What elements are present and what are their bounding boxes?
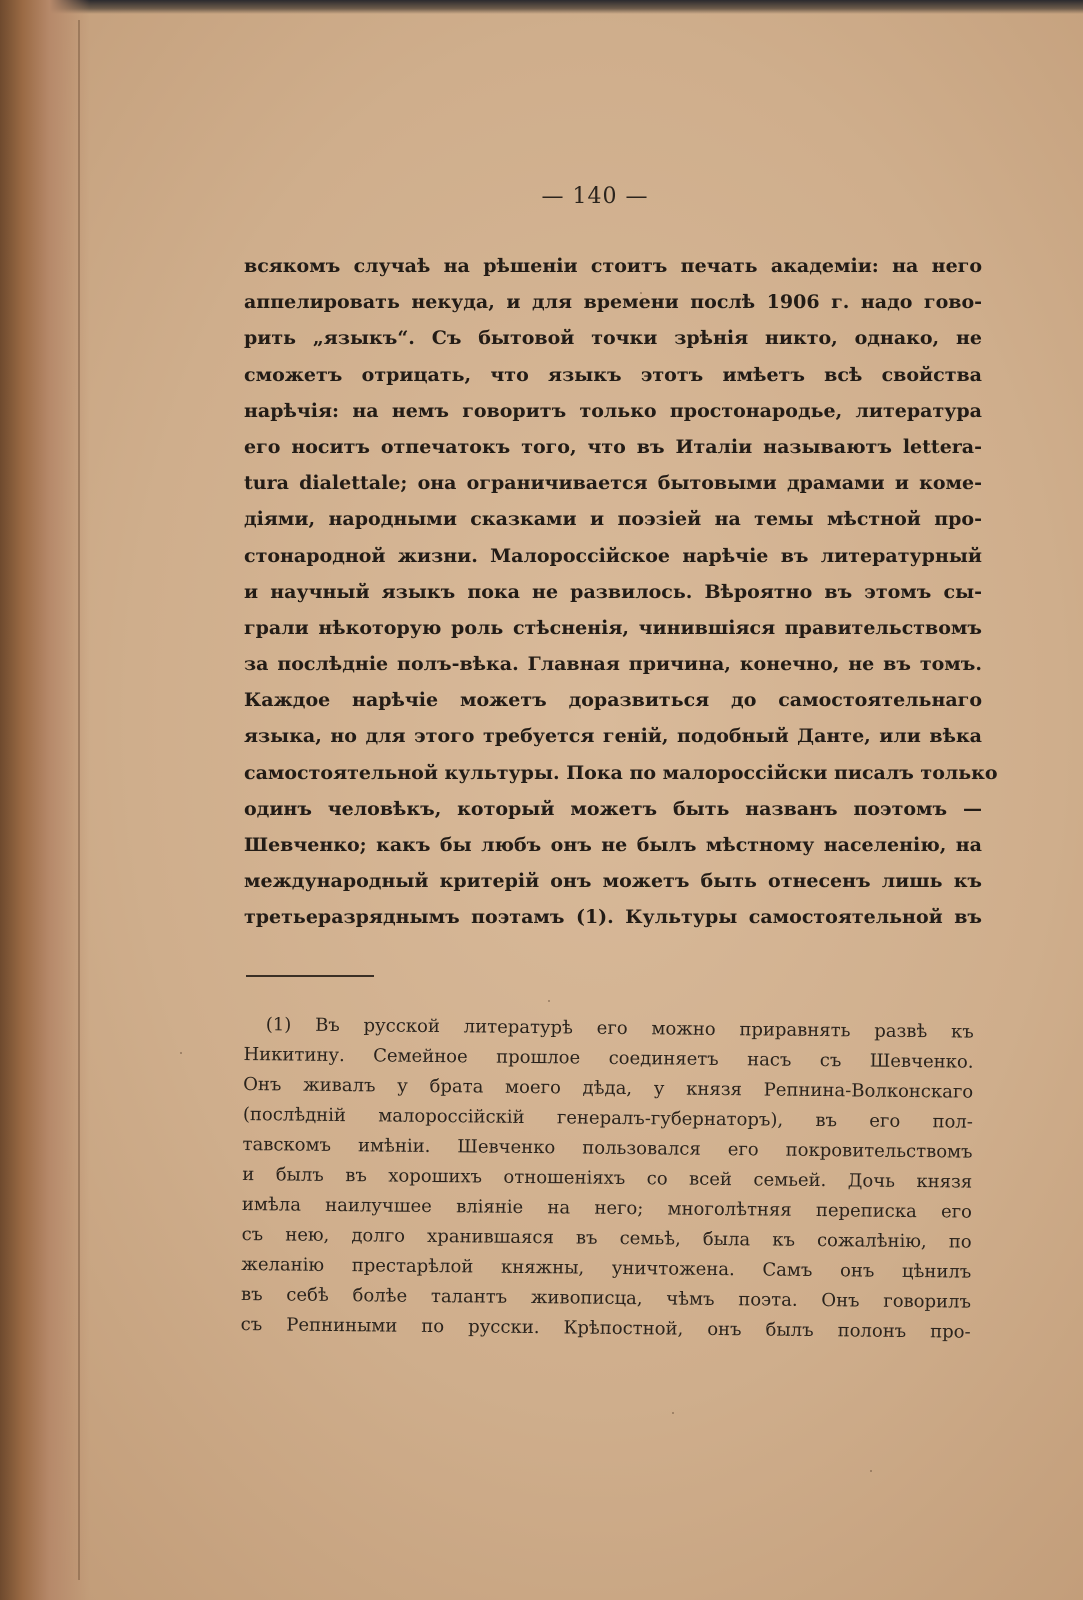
text-line: его носитъ отпечатокъ того, что въ Италіи называютъ lettera- [244,435,982,458]
footnote-line: тавскомъ имѣніи. Шевченко пользовался его покровительствомъ [242,1133,973,1163]
page-binding-edge [0,0,90,1600]
paper-speck [870,1470,872,1472]
text-line: стонародной жизни. Малороссійское нарѣчіе въ литературный [244,544,982,567]
text-line: самостоятельной культуры. Пока по малороссійски писалъ только [244,761,998,784]
text-line: международный критерій онъ можетъ быть отнесенъ лишь къ [244,870,982,893]
footnote-line: желанію престарѣлой княжны, уничтожена. Самъ онъ цѣнилъ [241,1253,972,1283]
text-line: всякомъ случаѣ на рѣшеніи стоитъ печать академіи: на него [244,255,982,277]
footnote-line: въ себѣ болѣе талантъ живописца, чѣмъ поэта. Онъ говорилъ [240,1283,972,1313]
text-line: аппелировать некуда, и для времени послѣ 1906 г. надо гово- [244,291,982,314]
footnote-line: имѣла наилучшее вліяніе на него; многолѣтняя переписка его [241,1193,973,1223]
text-line: за послѣдніе полъ-вѣка. Главная причина, конечно, не въ томъ. [244,653,982,676]
footnote-line: (1) Въ русской литературѣ его можно приравнять развѣ къ [265,1014,974,1043]
footnote-line: съ нею, долго хранившаяся въ семьѣ, была къ сожалѣнію, по [241,1223,972,1253]
text-line: языка, но для этого требуется геній, подобный Данте, или вѣка [244,725,982,748]
footnote-line: Онъ живалъ у брата моего дѣда, у князя Репнина-Волконскаго [243,1073,974,1103]
text-line: грали нѣкоторую роль стѣсненія, чинившіяся правительствомъ [244,616,982,639]
paper-speck [180,1052,182,1054]
text-line: сможетъ отрицать, что языкъ этотъ имѣетъ всѣ свойства [244,363,982,386]
footnote-separator [246,975,374,977]
text-line: третьеразряднымъ поэтамъ (1). Культуры самостоятельной въ [244,906,982,929]
page-number: — 140 — [541,184,649,209]
text-line: tura dialettale; она ограничивается бытовыми драмами и коме- [244,472,982,495]
paper-speck [548,1000,550,1002]
text-line: и научный языкъ пока не развилось. Вѣроятно въ этомъ сы- [244,580,982,603]
footnote-line: (послѣдній малороссійскій генералъ-губернаторъ), въ его пол- [242,1103,973,1133]
text-line: діями, народными сказками и поэзіей на темы мѣстной про- [244,508,982,531]
binding-crease [78,20,80,1580]
footnote-line: съ Репниными по русски. Крѣпостной, онъ былъ полонъ про- [240,1313,971,1343]
paper-speck [672,1412,674,1414]
text-line: Каждое нарѣчіе можетъ доразвиться до самостоятельнаго [244,689,982,712]
footnote-line: и былъ въ хорошихъ отношеніяхъ со всей семьей. Дочь князя [242,1163,973,1193]
text-line: рить „языкъ“. Съ бытовой точки зрѣнія никто, однако, не [244,327,982,350]
text-line: одинъ человѣкъ, который можетъ быть названъ поэтомъ — [244,797,982,820]
text-line: Шевченко; какъ бы любъ онъ не былъ мѣстному населенію, на [244,834,982,856]
text-line: нарѣчія: на немъ говоритъ только простонародье, литература [244,399,982,422]
page-top-edge [0,0,1083,14]
footnote-line: Никитину. Семейное прошлое соединяетъ насъ съ Шевченко. [243,1043,974,1073]
main-text [244,248,998,936]
footnote [241,1010,974,1348]
paper-speck [640,292,642,294]
